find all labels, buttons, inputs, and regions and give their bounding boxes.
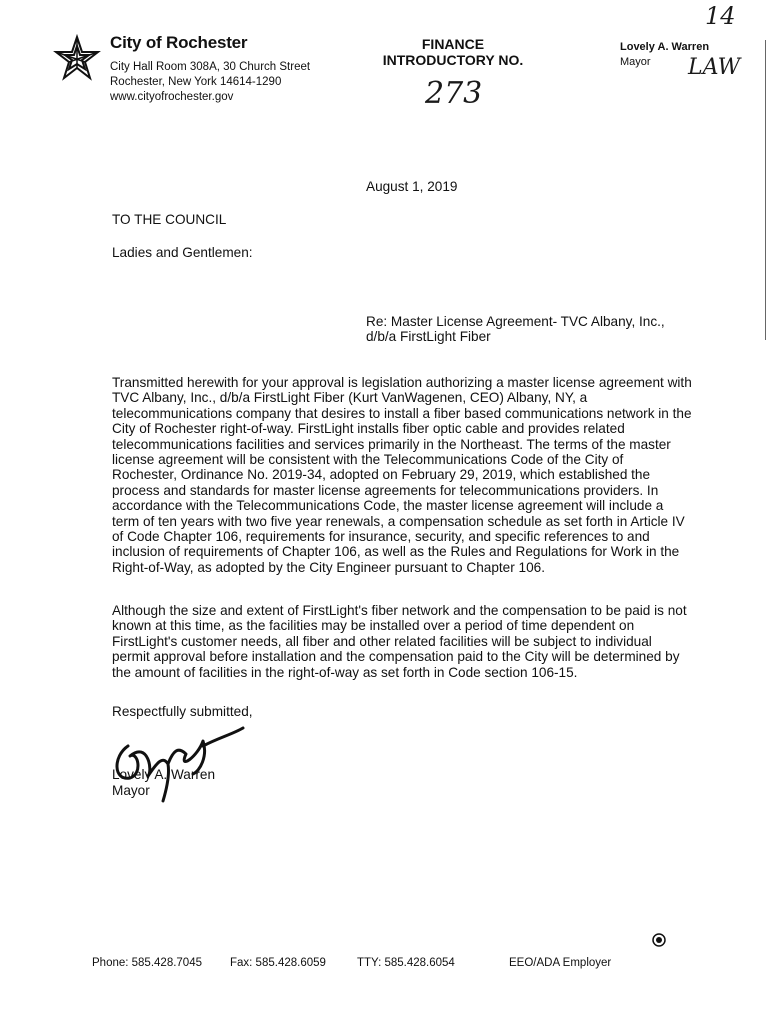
city-name: City of Rochester [110, 33, 248, 52]
body-paragraph-1: Transmitted herewith for your approval is legislation authorizing a master license agreement with TVC Albany, Inc., d/b/a FirstLight Fiber (Kurt VanWagenen, CEO) Albany, NY, a telecommunications company that desires to install a fiber based communications network in the City of Rochester right-of-way. FirstLight installs fiber optic cable and provides related telecommunications facilities and services primarily in the Northeast. The terms of the master license agreement will be consistent with the Telecommunications Code of the City of Rochester, Ordinance No. 2019-34, adopted on February 29, 2019, which established the process and standards for master license agreements for telecommunications providers. In accordance with the Telecommunications Code, the master license agreement will include a term of ten years with two five year renewals, a compensation schedule as set forth in Article IV of Code Chapter 106, requirements for insurance, security, and specific references to and inclusion of requirements of Chapter 106, as well as the Rules and Regulations for Work in the Right-of-Way, as adopted by the City Engineer pursuant to Chapter 106. [112, 375, 692, 575]
address-line-2: Rochester, New York 14614-1290 [110, 76, 282, 88]
union-bug-icon [652, 933, 666, 947]
page-number-handwritten: 14 [705, 2, 736, 30]
footer-eeo: EEO/ADA Employer [509, 957, 612, 969]
closing: Respectfully submitted, [112, 704, 253, 719]
signer-title: Mayor [112, 783, 150, 798]
salutation: Ladies and Gentlemen: [112, 245, 253, 260]
introductory-number: 273 [425, 76, 483, 111]
website-link[interactable]: www.cityofrochester.gov [110, 91, 234, 103]
city-seal-icon [52, 34, 102, 84]
initials-handwritten: LAW [688, 55, 741, 80]
recipient: TO THE COUNCIL [112, 212, 227, 227]
letter-date: August 1, 2019 [366, 179, 458, 194]
footer-fax: Fax: 585.428.6059 [230, 957, 326, 969]
scan-edge-line [765, 40, 766, 340]
introductory-label: INTRODUCTORY NO. [382, 52, 524, 68]
signer-name: Lovely A. Warren [112, 767, 216, 782]
mayor-name: Lovely A. Warren [620, 41, 710, 53]
re-line-2: d/b/a FirstLight Fiber [366, 329, 491, 344]
finance-heading [373, 36, 533, 68]
body-paragraph-2: Although the size and extent of FirstLight's fiber network and the compensation to be paid is not known at this time, as the facilities may be installed over a period of time dependent on FirstLight's customer needs, all fiber and other related facilities will be subject to individual permit approval before installation and the compensation paid to the City will be determined by the amount of facilities in the right-of-way as set forth in Code section 106-15. [112, 603, 687, 680]
re-line-1: Re: Master License Agreement- TVC Albany, Inc., [366, 314, 665, 329]
mayor-title: Mayor [620, 56, 651, 68]
address-line-1: City Hall Room 308A, 30 Church Street [110, 61, 311, 73]
finance-label: FINANCE [421, 36, 485, 52]
footer-tty: TTY: 585.428.6054 [357, 957, 455, 969]
footer-phone: Phone: 585.428.7045 [92, 957, 202, 969]
